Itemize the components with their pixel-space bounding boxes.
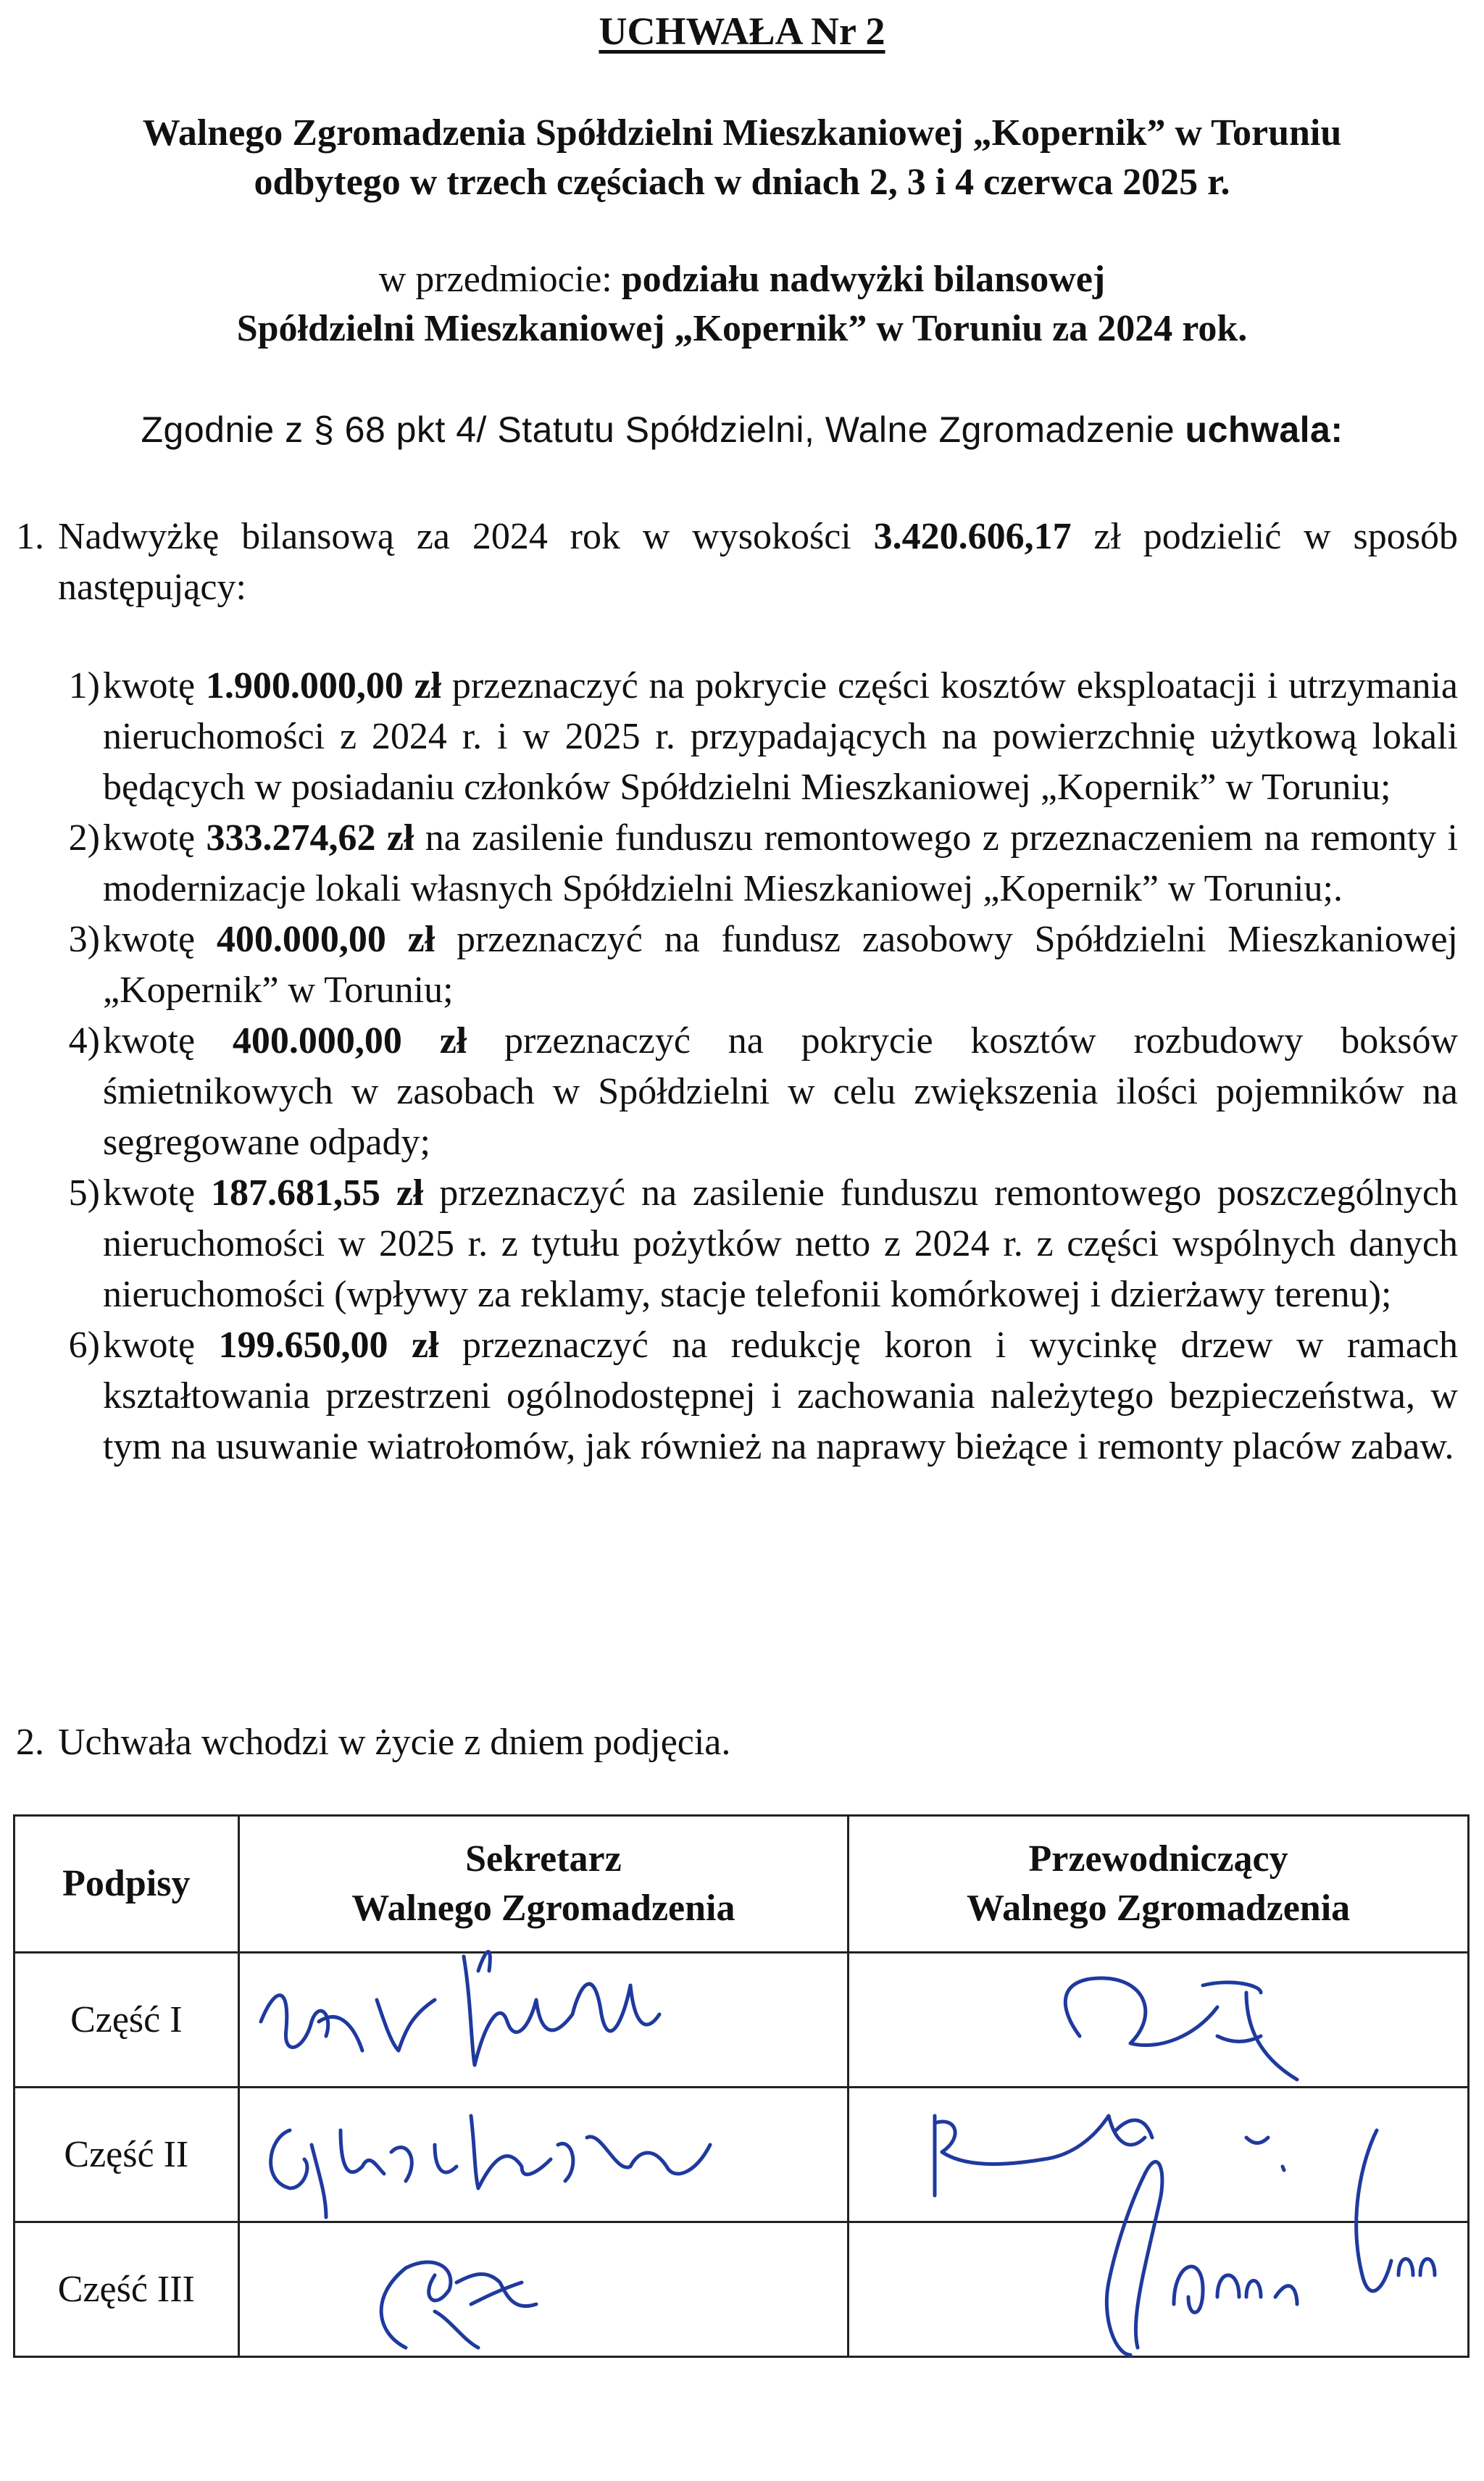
legal-basis xyxy=(0,406,1484,454)
row-label-part-2: Część II xyxy=(14,2088,239,2222)
header-secretary-line-1: Sekretarz xyxy=(465,1838,622,1880)
list-item-number: 3) xyxy=(68,919,100,960)
list-item-pre: kwotę xyxy=(103,919,217,960)
header-chairman-line-1: Przewodniczący xyxy=(1028,1838,1288,1880)
list-item-number: 4) xyxy=(68,1020,100,1062)
subtitle-line-2: odbytego w trzech częściach w dniach 2, 3 i 4 czerwca 2025 r. xyxy=(254,162,1230,203)
subtitle-line-1: Walnego Zgromadzenia Spółdzielni Mieszkaniowej „Kopernik” w Toruniu xyxy=(142,112,1342,154)
header-chairman xyxy=(849,1816,1469,1953)
list-item-number: 5) xyxy=(68,1172,100,1214)
list-item-text: przeznaczyć na zasilenie funduszu remontowego poszczególnych nieruchomości w 2025 r. z tytułu pożytków netto z 2024 r. z części wspólnych danych nieruchomości (wpływy za reklamy, stacje telefonii komórkowej i dzierżawy terenu); xyxy=(103,1172,1458,1315)
point-2-text: Uchwała wchodzi w życie z dniem podjęcia. xyxy=(58,1722,731,1763)
legal-basis-text: Zgodnie z § 68 pkt 4/ Statutu Spółdzielni, Walne Zgromadzenie xyxy=(141,409,1185,450)
table-row xyxy=(14,2222,1469,2357)
chairman-signature-cell xyxy=(849,1953,1469,2088)
point-2 xyxy=(16,1717,1458,1768)
header-chairman-line-2: Walnego Zgromadzenia xyxy=(967,1888,1351,1929)
chairman-signature-cell xyxy=(849,2222,1469,2357)
list-item-text: przeznaczyć na fundusz zasobowy Spółdzielni Mieszkaniowej „Kopernik” w Toruniu; xyxy=(103,919,1458,1011)
list-item-pre: kwotę xyxy=(103,1325,219,1366)
list-item-text: przeznaczyć na redukcję koron i wycinkę drzew w ramach kształtowania przestrzeni ogólnodostępnej i zachowania należytego bezpieczeństwa, w tym na usuwanie wiatrołomów, jak również na naprawy bieżące i remonty placów zabaw. xyxy=(103,1325,1458,1467)
row-label-part-3: Część III xyxy=(14,2222,239,2357)
list-item-number: 6) xyxy=(68,1325,100,1366)
list-item-text: przeznaczyć na pokrycie kosztów rozbudowy boksów śmietnikowych w zasobach w Spółdzielni w celu zwiększenia ilości pojemników na segregowane odpady; xyxy=(103,1020,1458,1163)
point-1-text-a: Nadwyżkę bilansową za 2024 rok w wysokości xyxy=(58,516,874,557)
header-secretary xyxy=(238,1816,849,1953)
table-row xyxy=(14,1953,1469,2088)
signature-table xyxy=(13,1814,1470,2358)
list-item-pre: kwotę xyxy=(103,1172,211,1214)
table-row xyxy=(14,2088,1469,2222)
point-1-text-b: zł podzielić w sposób następujący: xyxy=(58,516,1458,608)
legal-basis-bold: uchwala: xyxy=(1185,409,1343,450)
list-item-pre: kwotę xyxy=(103,817,207,859)
list-item-pre: kwotę xyxy=(103,1020,233,1062)
point-1-number: 1. xyxy=(16,516,44,557)
list-item-amount: 187.681,55 zł xyxy=(210,1172,424,1214)
list-item-amount: 333.274,62 zł xyxy=(206,817,414,859)
header-secretary-line-2: Walnego Zgromadzenia xyxy=(351,1888,735,1929)
list-item-text: na zasilenie funduszu remontowego z przeznaczeniem na remonty i modernizacje lokali własnych Spółdzielni Mieszkaniowej „Kopernik” w Toruniu;. xyxy=(103,817,1458,909)
list-item-amount: 400.000,00 zł xyxy=(216,919,435,960)
secretary-signature-cell xyxy=(238,2088,849,2222)
secretary-signature-cell xyxy=(238,2222,849,2357)
secretary-signature-cell xyxy=(238,1953,849,2088)
list-item-number: 2) xyxy=(68,817,100,859)
document-subtitle xyxy=(0,109,1484,207)
point-2-number: 2. xyxy=(16,1722,44,1763)
list-item xyxy=(43,1016,1458,1168)
list-item xyxy=(43,914,1458,1016)
list-item xyxy=(43,1168,1458,1320)
list-item-amount: 400.000,00 zł xyxy=(232,1020,467,1062)
header-signatures: Podpisy xyxy=(14,1816,239,1953)
allocation-list xyxy=(43,661,1458,1472)
list-item-amount: 199.650,00 zł xyxy=(218,1325,439,1366)
list-item-pre: kwotę xyxy=(103,665,206,706)
surplus-amount: 3.420.606,17 xyxy=(873,516,1072,557)
list-item xyxy=(43,813,1458,914)
list-item-text: przeznaczyć na pokrycie części kosztów eksploatacji i utrzymania nieruchomości z 2024 r. i w 2025 r. przypadających na powierzchnię użytkową lokali będących w posiadaniu członków Spółdzielni Mieszkaniowej „Kopernik” w Toruniu; xyxy=(103,665,1458,808)
subject-prefix: w przedmiocie: xyxy=(378,259,622,300)
list-item-amount: 1.900.000,00 zł xyxy=(205,665,442,706)
point-1-text xyxy=(58,512,1458,613)
list-item xyxy=(43,1320,1458,1472)
row-label-part-1: Część I xyxy=(14,1953,239,2088)
subject-bold-line-2: Spółdzielni Mieszkaniowej „Kopernik” w Toruniu za 2024 rok. xyxy=(236,308,1248,349)
chairman-signature-cell xyxy=(849,2088,1469,2222)
signature-table-header xyxy=(14,1816,1469,1953)
resolution-subject xyxy=(0,255,1484,354)
subject-bold-line-1: podziału nadwyżki bilansowej xyxy=(621,259,1106,300)
list-item xyxy=(43,661,1458,813)
list-item-number: 1) xyxy=(68,665,100,706)
document-title: UCHWAŁA Nr 2 xyxy=(599,9,885,53)
point-1 xyxy=(16,512,1458,613)
